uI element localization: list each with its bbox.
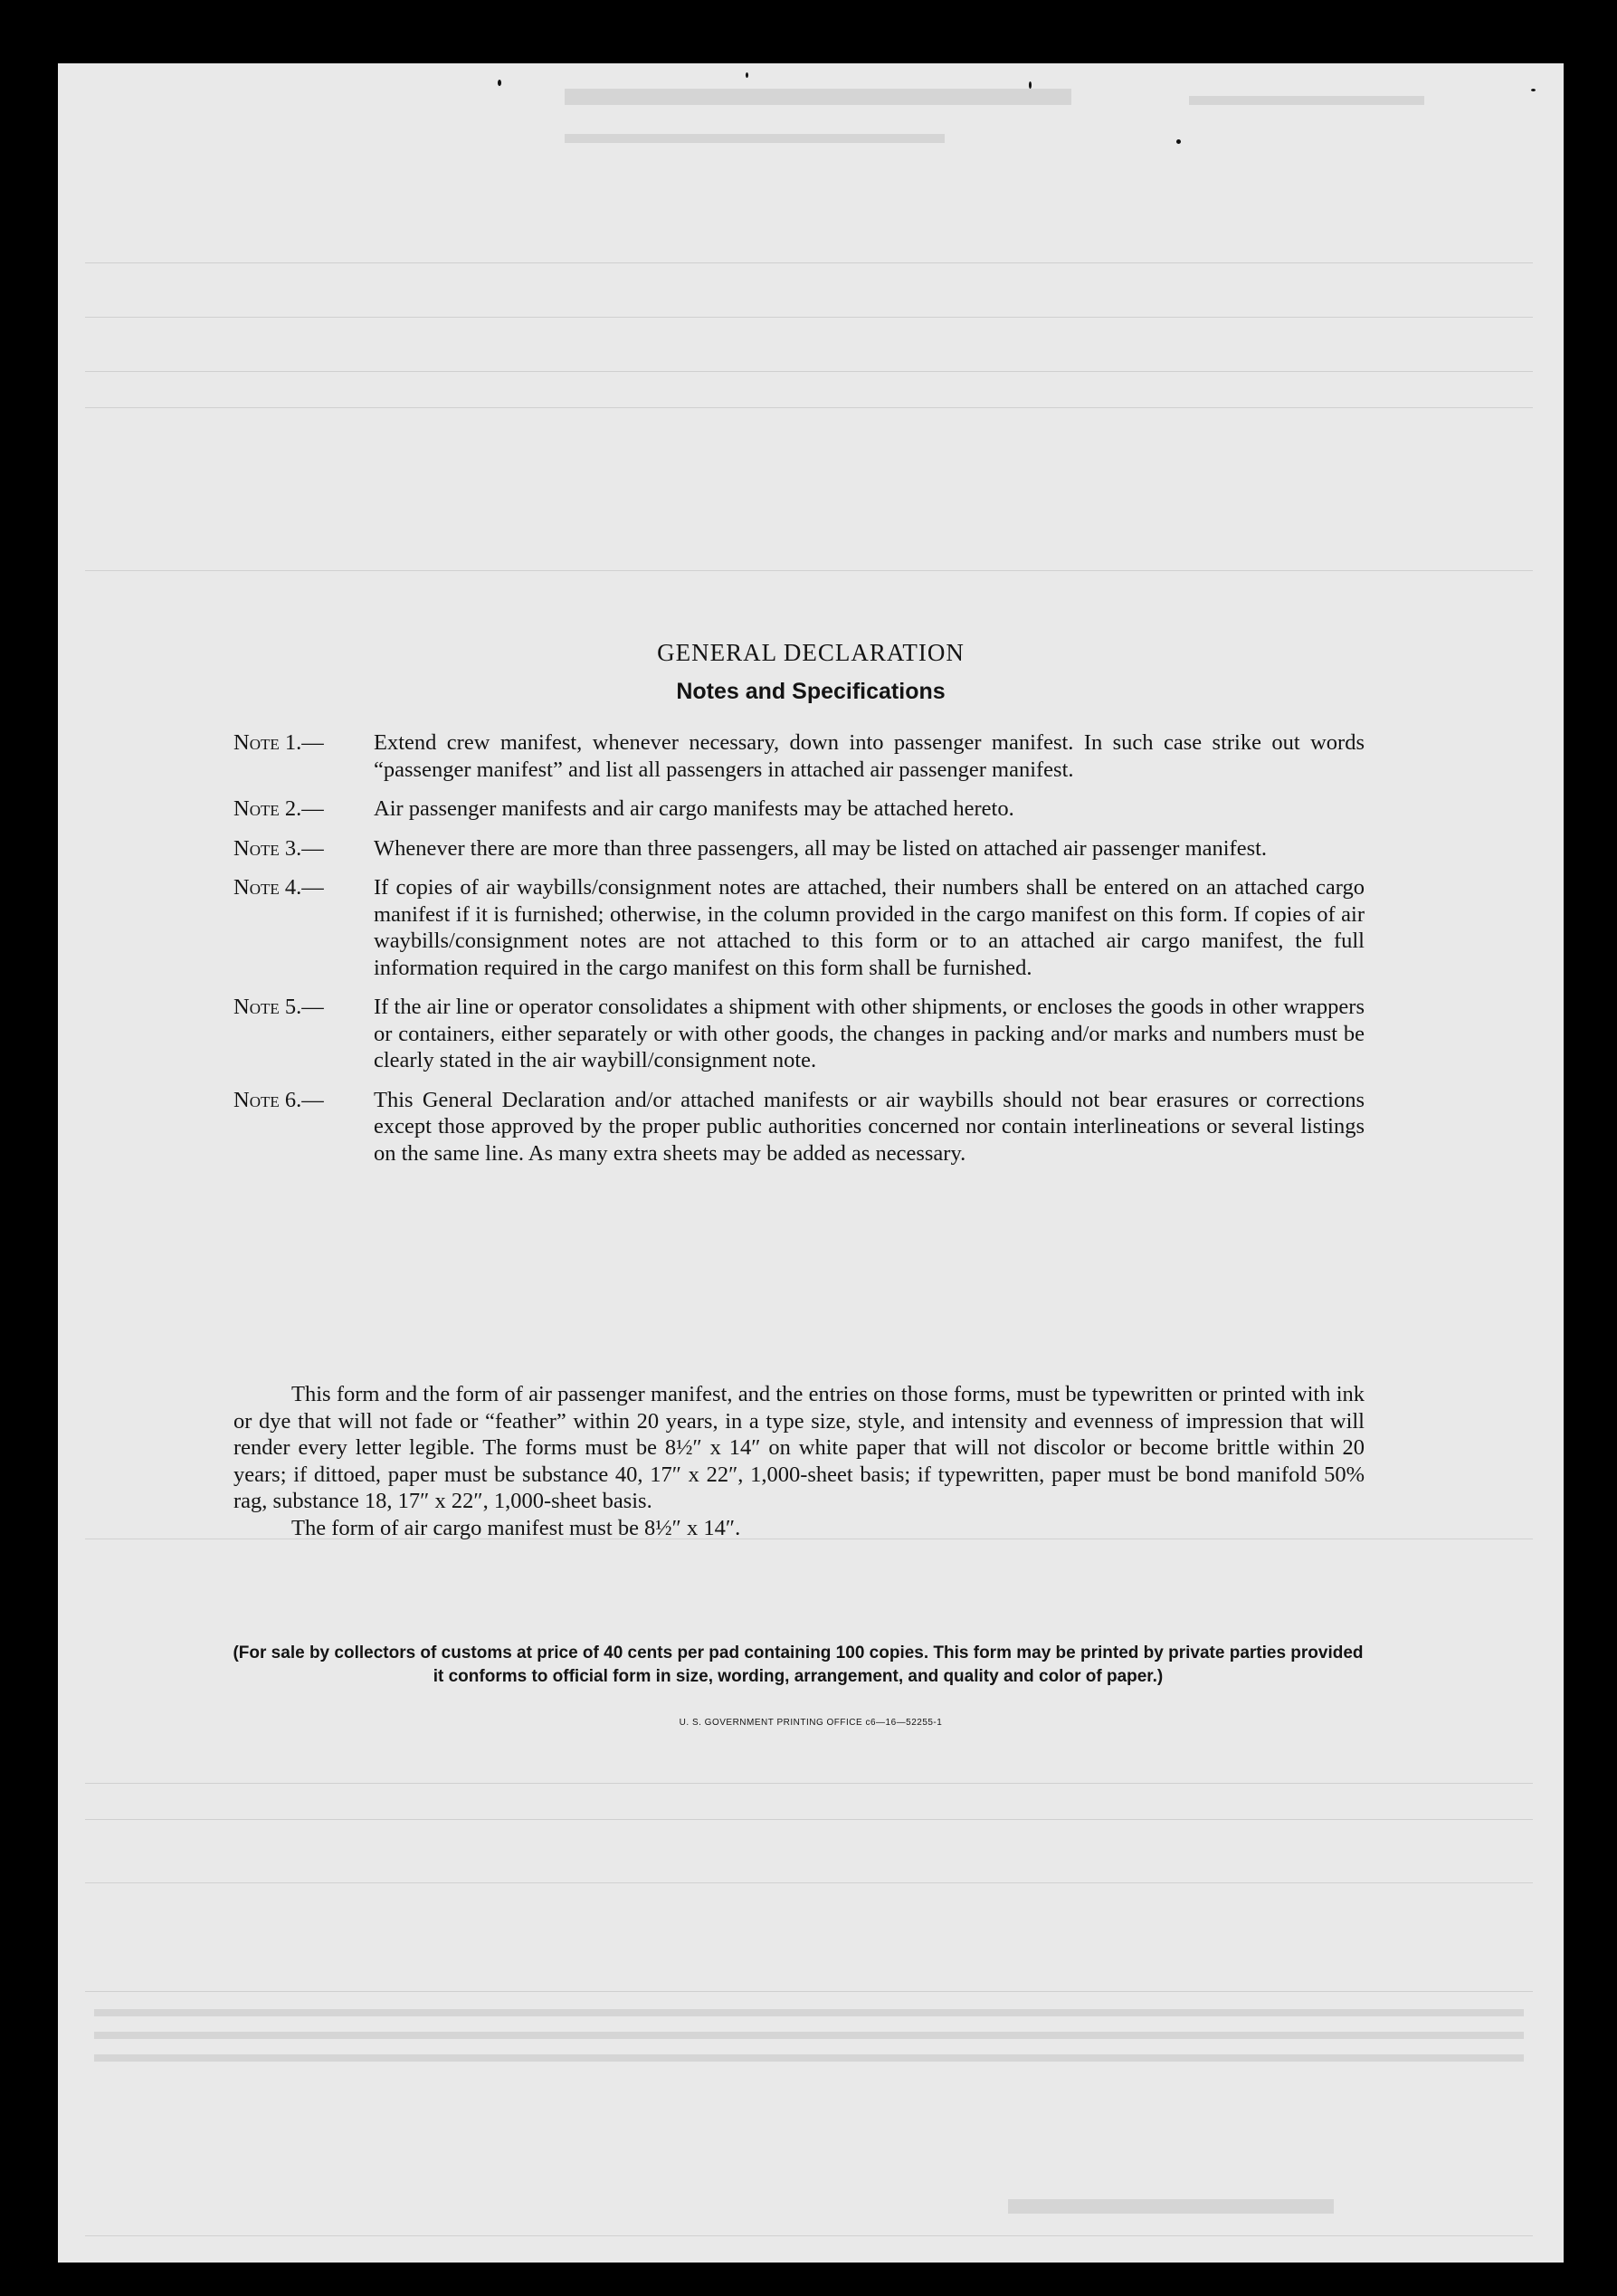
page-subtitle: Notes and Specifications [676, 679, 946, 704]
note-item [233, 835, 1365, 862]
printer-imprint: U. S. GOVERNMENT PRINTING OFFICE c6—16—52255-1 [679, 1718, 943, 1728]
notes-list [233, 729, 1365, 1179]
note-label: Note 4.— [233, 875, 324, 900]
document-page [58, 63, 1564, 2263]
note-text: If copies of air waybills/consignment notes are attached, their numbers shall be entered on an attached cargo manifest if it is furnished; otherwise, in the column provided in the cargo manifest on this form. If copies of air waybills/consignment notes are not attached to this form or to an attached air cargo manifest, the full information required in the cargo manifest on this form shall be furnished. [374, 875, 1365, 980]
note-label: Note 5.— [233, 995, 324, 1019]
note-item [233, 796, 1365, 823]
cargo-manifest-size-line: The form of air cargo manifest must be 8½″ x 14″. [291, 1515, 741, 1540]
note-item [233, 994, 1365, 1074]
specifications-text: This form and the form of air passenger manifest, and the entries on those forms, must be typewritten or printed with ink or dye that will not fade or “feather” within 20 years, in a type size, style, and intensity and evenness of impression that will render every letter legible. The forms must be 8½″ x 14″ on white paper that will not discolor or become brittle within 20 years; if dittoed, paper must be substance 40, 17″ x 22″, 1,000-sheet basis; if typewritten, paper must be bond manifold 50% rag, substance 18, 17″ x 22″, 1,000-sheet basis. [233, 1382, 1365, 1513]
scan-speck [1029, 81, 1032, 89]
scan-speck [498, 80, 501, 86]
note-label: Note 2.— [233, 796, 324, 821]
note-text: Whenever there are more than three passengers, all may be listed on attached air passenger manifest. [374, 835, 1268, 861]
sale-notice: (For sale by collectors of customs at price of 40 cents per pad containing 100 copies. This form may be printed by private parties provided it conforms to official form in size, wording, arrangement, and quality and color of paper.) [233, 1643, 1364, 1686]
note-text: Extend crew manifest, whenever necessary, down into passenger manifest. In such case strike out words “passenger manifest” and list all passengers in attached air passenger manifest. [374, 730, 1365, 782]
specifications-paragraph [233, 1381, 1365, 1541]
page-title: GENERAL DECLARATION [657, 639, 965, 666]
note-text: Air passenger manifests and air cargo manifests may be attached hereto. [374, 796, 1014, 821]
note-label: Note 1.— [233, 730, 324, 755]
note-item [233, 874, 1365, 981]
note-text: This General Declaration and/or attached manifests or air waybills should not bear erasures or corrections except those approved by the proper public authorities concerned nor contain interlineations or several listings on the same line. As many extra sheets may be added as necessary. [374, 1087, 1365, 1166]
scan-speck [746, 72, 748, 78]
note-item [233, 729, 1365, 783]
scan-speck [1531, 89, 1536, 91]
note-label: Note 6.— [233, 1087, 324, 1112]
scan-speck [1176, 139, 1181, 144]
note-text: If the air line or operator consolidates a shipment with other shipments, or encloses the goods in other wrappers or containers, either separately or with other goods, the changes in packing and/or marks and numbers must be clearly stated in the air waybill/consignment note. [374, 995, 1365, 1072]
note-label: Note 3.— [233, 835, 324, 861]
note-item [233, 1087, 1365, 1167]
